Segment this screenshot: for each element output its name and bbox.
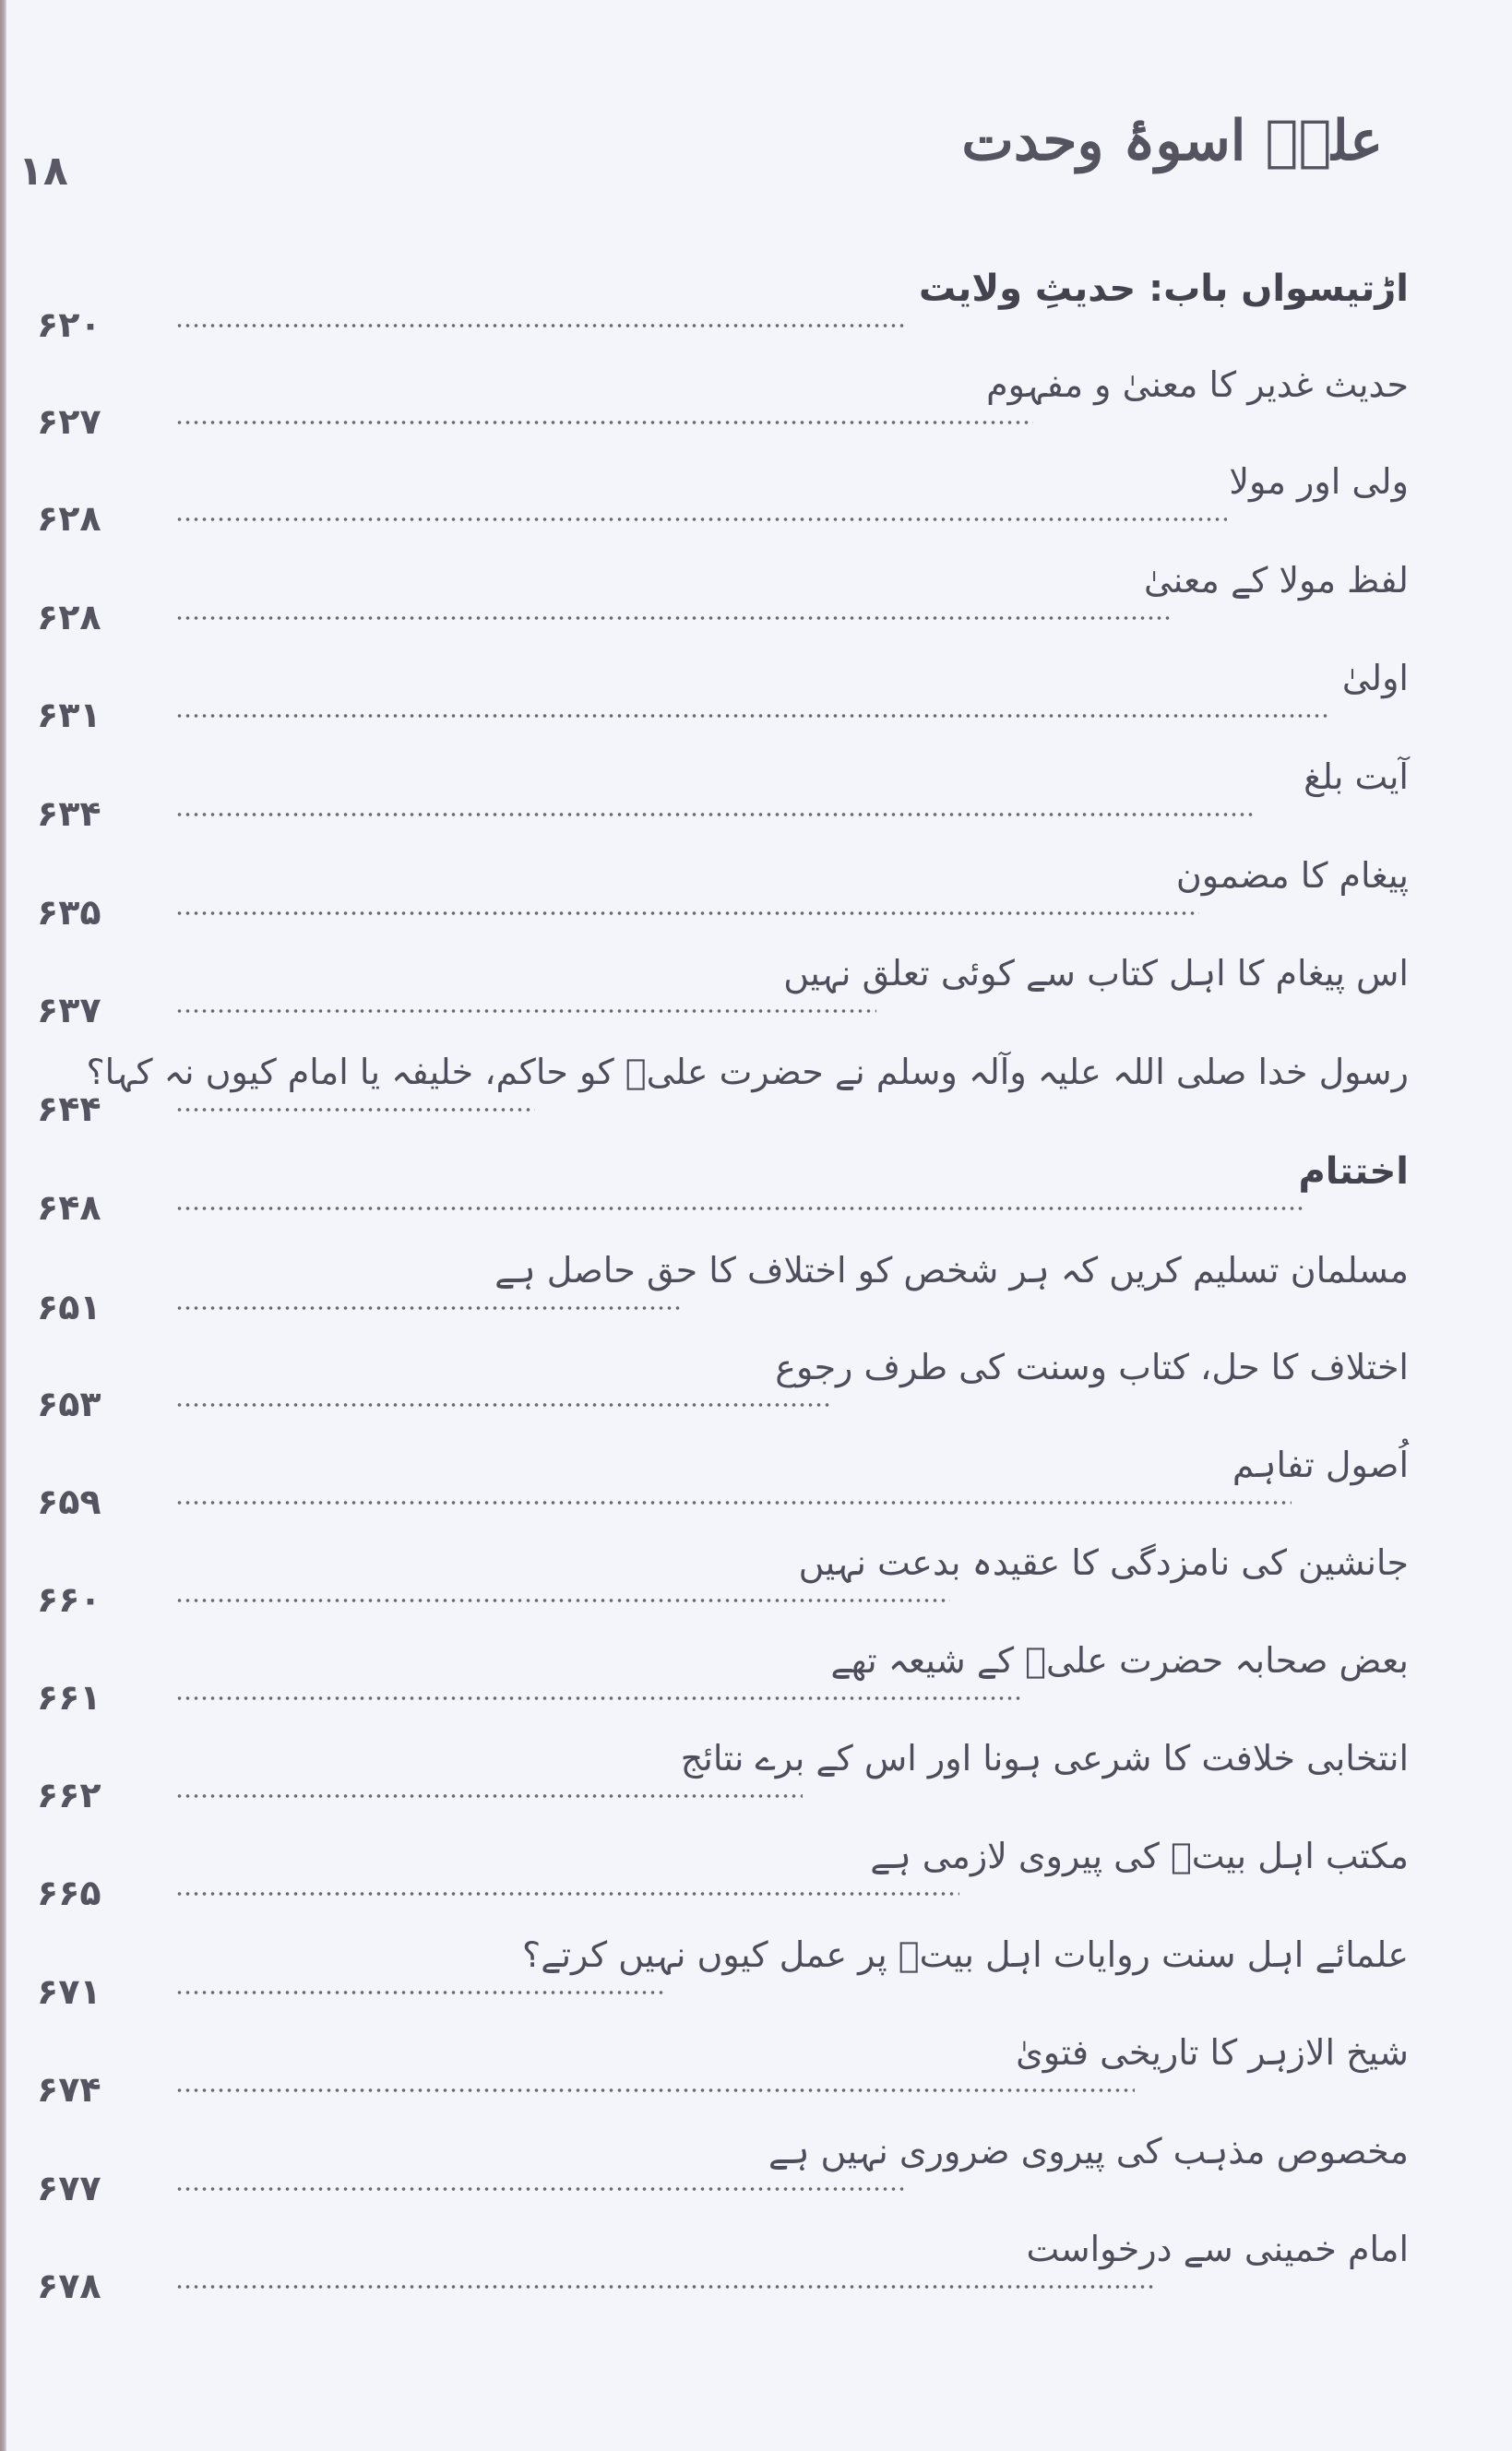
toc-entry-page-number: ۶۳۷ xyxy=(37,990,101,1030)
toc-entry-title: اڑتیسواں باب: حدیثِ ولایت xyxy=(918,268,1409,310)
dot-leader xyxy=(175,810,1255,819)
dot-leader xyxy=(175,1303,683,1313)
toc-entry[interactable] xyxy=(0,461,1512,563)
toc-chapter-heading[interactable] xyxy=(0,268,1512,369)
toc-entry[interactable] xyxy=(0,560,1512,661)
toc-entry[interactable] xyxy=(0,2229,1512,2330)
toc-entry[interactable] xyxy=(0,658,1512,759)
toc-entry-title: اختلاف کا حل، کتاب وسنت کی طرف رجوع xyxy=(775,1347,1409,1387)
toc-entry-page-number: ۶۶۵ xyxy=(37,1873,101,1913)
dot-leader xyxy=(175,1400,830,1410)
toc-entry-page-number: ۶۷۸ xyxy=(37,2266,101,2306)
toc-entry-page-number: ۶۳۴ xyxy=(37,793,101,834)
toc-entry[interactable] xyxy=(0,1052,1512,1153)
toc-entry-title: لفظ مولا کے معنیٰ xyxy=(1144,560,1409,601)
toc-entry-title: اختتام xyxy=(1298,1150,1409,1193)
dot-leader xyxy=(175,2282,1153,2291)
toc-entry-title: اس پیغام کا اہل کتاب سے کوئی تعلق نہیں xyxy=(783,953,1409,993)
toc-entry-title: علمائے اہل سنت روایات اہل بیتؑ پر عمل کیوں نہیں کرتے؟ xyxy=(522,1934,1409,1975)
toc-entry[interactable] xyxy=(0,2032,1512,2134)
toc-entry-title: شیخ الازہر کا تاریخی فتویٰ xyxy=(1016,2032,1409,2073)
toc-entry-title: انتخابی خلافت کا شرعی ہونا اور اس کے برے نتائج xyxy=(680,1738,1409,1779)
dot-leader xyxy=(175,613,1172,623)
toc-entry-page-number: ۶۷۷ xyxy=(37,2168,101,2208)
toc-entry-title: جانشین کی نامزدگی کا عقیدہ بدعت نہیں xyxy=(798,1542,1409,1583)
toc-entry[interactable] xyxy=(0,1542,1512,1644)
book-title-header: علیؑ اسوۂ وحدت xyxy=(961,109,1383,173)
dot-leader xyxy=(175,515,1227,524)
toc-entry-page-number: ۶۷۱ xyxy=(37,1971,101,2012)
dot-leader xyxy=(175,711,1328,720)
toc-entry-title: پیغام کا مضمون xyxy=(1175,855,1409,896)
toc-entry[interactable] xyxy=(0,364,1512,466)
dot-leader xyxy=(175,1596,950,1605)
toc-entry[interactable] xyxy=(0,1445,1512,1546)
dot-leader xyxy=(175,1204,1305,1213)
toc-entry-page-number: ۶۵۹ xyxy=(37,1481,101,1522)
dot-leader xyxy=(175,1105,535,1114)
toc-entry-title: بعض صحابہ حضرت علیؑ کے شیعہ تھے xyxy=(830,1640,1409,1681)
toc-entry[interactable] xyxy=(0,1347,1512,1448)
toc-entry-page-number: ۶۷۴ xyxy=(37,2069,101,2110)
dot-leader xyxy=(175,1694,1024,1703)
dot-leader xyxy=(175,2184,904,2194)
toc-entry-page-number: ۶۲۷ xyxy=(37,401,101,442)
toc-entry-title: آیت بلغ xyxy=(1304,756,1409,797)
dot-leader xyxy=(175,1791,803,1801)
toc-entry[interactable] xyxy=(0,2131,1512,2232)
toc-entry-title: مسلمان تسلیم کریں کہ ہر شخص کو اختلاف کا حق حاصل ہے xyxy=(494,1250,1409,1291)
toc-entry-page-number: ۶۵۱ xyxy=(37,1287,101,1327)
dot-leader xyxy=(175,1498,1292,1507)
toc-entry-title: امام خمینی سے درخواست xyxy=(1026,2229,1409,2269)
toc-entry-title: اولیٰ xyxy=(1341,658,1409,698)
toc-entry-title: اُصول تفاہم xyxy=(1232,1445,1409,1485)
toc-entry[interactable] xyxy=(0,1836,1512,1937)
toc-entry-title: ولی اور مولا xyxy=(1229,461,1409,502)
toc-entry[interactable] xyxy=(0,1934,1512,2036)
dot-leader xyxy=(175,1889,959,1898)
toc-entry-page-number: ۶۲۸ xyxy=(37,597,101,637)
toc-entry-page-number: ۶۵۳ xyxy=(37,1384,101,1424)
toc-entry-page-number: ۶۴۸ xyxy=(37,1187,101,1228)
toc-entry[interactable] xyxy=(0,855,1512,957)
toc-entry-page-number: ۶۴۴ xyxy=(37,1089,101,1129)
dot-leader xyxy=(175,1988,664,1997)
toc-entry-page-number: ۶۶۰ xyxy=(37,1579,101,1620)
dot-leader xyxy=(175,418,1033,427)
dot-leader xyxy=(175,321,904,330)
dot-leader xyxy=(175,1006,876,1016)
toc-entry[interactable] xyxy=(0,1738,1512,1839)
toc-chapter-heading[interactable] xyxy=(0,1150,1512,1252)
toc-entry[interactable] xyxy=(0,953,1512,1054)
toc-entry[interactable] xyxy=(0,1640,1512,1742)
toc-entry-title: مخصوص مذہب کی پیروی ضروری نہیں ہے xyxy=(768,2131,1409,2171)
toc-entry-page-number: ۶۲۰ xyxy=(37,304,101,345)
toc-entry-title: مکتب اہل بیتؑ کی پیروی لازمی ہے xyxy=(870,1836,1409,1876)
toc-entry-page-number: ۶۶۲ xyxy=(37,1775,101,1815)
dot-leader xyxy=(175,909,1199,918)
toc-entry-title: حدیث غدیر کا معنیٰ و مفہوم xyxy=(986,364,1409,405)
toc-entry-title: رسول خدا صلی اللہ علیہ وآلہ وسلم نے حضرت علیؑ کو حاکم، خلیفہ یا امام کیوں نہ کہا؟ xyxy=(86,1052,1409,1092)
toc-entry-page-number: ۶۳۵ xyxy=(37,892,101,933)
toc-entry-page-number: ۶۳۱ xyxy=(37,695,101,735)
dot-leader xyxy=(175,2086,1135,2095)
toc-entry[interactable] xyxy=(0,756,1512,858)
page-number: ۱۸ xyxy=(18,148,68,195)
toc-entry-page-number: ۶۲۸ xyxy=(37,498,101,539)
toc-entry[interactable] xyxy=(0,1250,1512,1351)
toc-entry-page-number: ۶۶۱ xyxy=(37,1677,101,1718)
